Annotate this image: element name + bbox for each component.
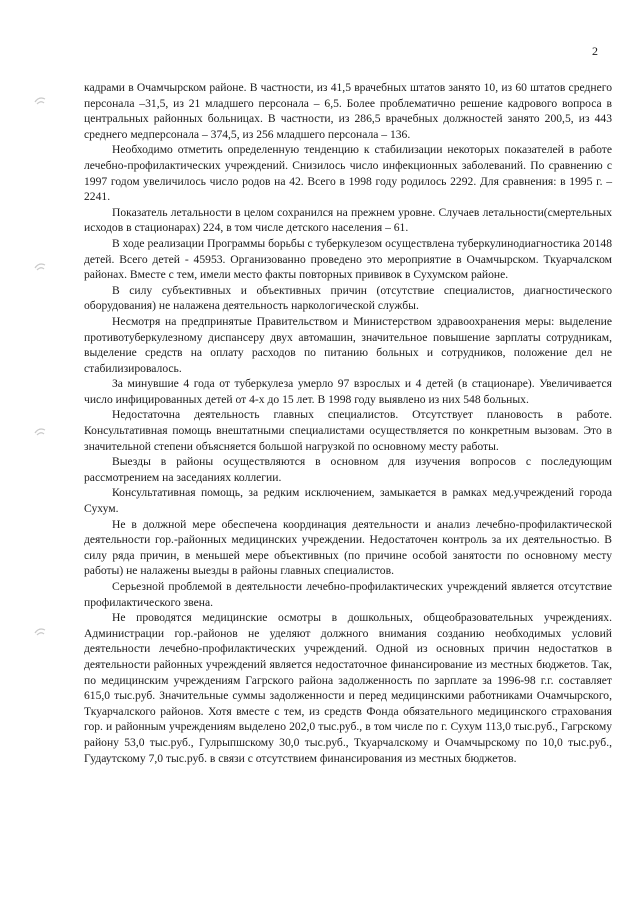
paragraph-financing: Не проводятся медицинские осмотры в дошкольных, общеобразовательных учреждениях. Администрации гор.-районов не уделяют должного внимания созданию необходимых условий деятельности лечебно-профилактических учреждений. Одной из основных причин недостатков в деятельности районных учреждений является недостаточное финансирование из местных бюджетов. Так, по медицинским учреждениям Гагрского района задолженность по зарплате за 1996-98 г.г. составляет 615,0 тыс.руб. Значительные суммы задолженности и перед медицинскими работниками Очамчырского, Ткуарчалского районов. Хотя вместе с тем, из средств Фонда обязательного медицинского страхования гор. и районным учреждениям выделено 202,0 тыс.руб., в том числе по г. Сухум 113,0 тыс.руб., Гагрскому району 53,0 тыс.руб., Гулрыпшскому 30,0 тыс.руб., Ткуарчалскому и Очамчырскому по 10,0 тыс.руб., Гудаутскому 7,0 тыс.руб. в связи с отсутствием финансирования из местных бюджетов. [84,611,612,765]
paragraph-tuberculosis-program: В ходе реализации Программы борьбы с туберкулезом осуществлена туберкулинодиагностика 20148 детей. Всего детей - 45953. Организованно проведено это мероприятие в Очамчырском. Ткуарчалском районах. Вместе с тем, имели место факты повторных прививок в Сухумском районе. [84,236,612,282]
paragraph-staffing: кадрами в Очамчырском районе. В частности, из 41,5 врачебных штатов занято 10, из 60 штатов среднего персонала –31,5, из 21 младшего персонала – 6,5. Более проблематично решение кадрового вопроса в центральных районных больницах. В частности, из 286,5 врачебных должностей занято 200,5, из 443 среднего медперсонала – 374,5, из 256 младшего персонала – 136. [84,81,612,141]
document-body [84,80,612,766]
punch-hole-mark [34,262,46,271]
paragraph-mortality: Показатель летальности в целом сохранился на прежнем уровне. Случаев летальности(смертельных исходов в стационарах) 224, в том числе детского населения – 61. [84,205,612,235]
paragraph-chief-specialists: Недостаточна деятельность главных специалистов. Отсутствует плановость в работе. Консультативная помощь внештатными специалистами осуществляется по конкретным вызовам. Это в значительной степени объясняется большой нагрузкой по основному месту работы. [84,408,612,453]
punch-hole-mark [34,427,46,436]
paragraph-district-visits: Выезды в районы осуществляются в основном для изучения вопросов с последующим рассмотрением на заседаниях коллегии. [84,455,612,484]
paragraph-stabilization: Необходимо отметить определенную тенденцию к стабилизации некоторых показателей в работе лечебно-профилактических учреждений. Снизилось число инфекционных заболеваний. По сравнению с 1997 годом увеличилось число родов на 42. Всего в 1998 году родилось 2292. Для сравнения: в 1995 г. – 2241. [84,143,612,204]
punch-hole-mark [34,627,46,636]
paragraph-coordination: Не в должной мере обеспечена координация деятельности и анализ лечебно-профилактической деятельности гор.-районных медицинских учреждении. Недостаточен контроль за их деятельностью. В силу ряда причин, в меньшей мере объективных (по причине особой занятости по основному месту работы) не налажены выезды в районы главных специалистов. [84,517,612,578]
paragraph-government-measures: Несмотря на предпринятые Правительством и Министерством здравоохранения меры: выделение противотуберкулезному диспансеру двух автомашин, значительное повышение зарплаты сотрудникам, выделение средств на оплату расходов по питанию больных и сотрудников, положение дел не стабилизировалось. [84,314,612,375]
punch-hole-mark [34,96,46,105]
paragraph-tuberculosis-deaths: За минувшие 4 года от туберкулеза умерло 97 взрослых и 4 детей (в стационаре). Увеличивается число инфицированных детей от 4-х до 15 лет. В 1998 году выявлено из них 548 больных. [84,377,612,406]
paragraph-consultative-help: Консультативная помощь, за редким исключением, замыкается в рамках мед.учреждений города Сухум. [84,486,612,516]
paragraph-prevention-problem: Серьезной проблемой в деятельности лечебно-профилактических учреждений является отсутствие профилактического звена. [84,580,612,609]
paragraph-narcology: В силу субъективных и объективных причин (отсутствие специалистов, диагностического оборудования) не налажена деятельность наркологической службы. [84,283,612,313]
page-number: 2 [592,44,598,58]
